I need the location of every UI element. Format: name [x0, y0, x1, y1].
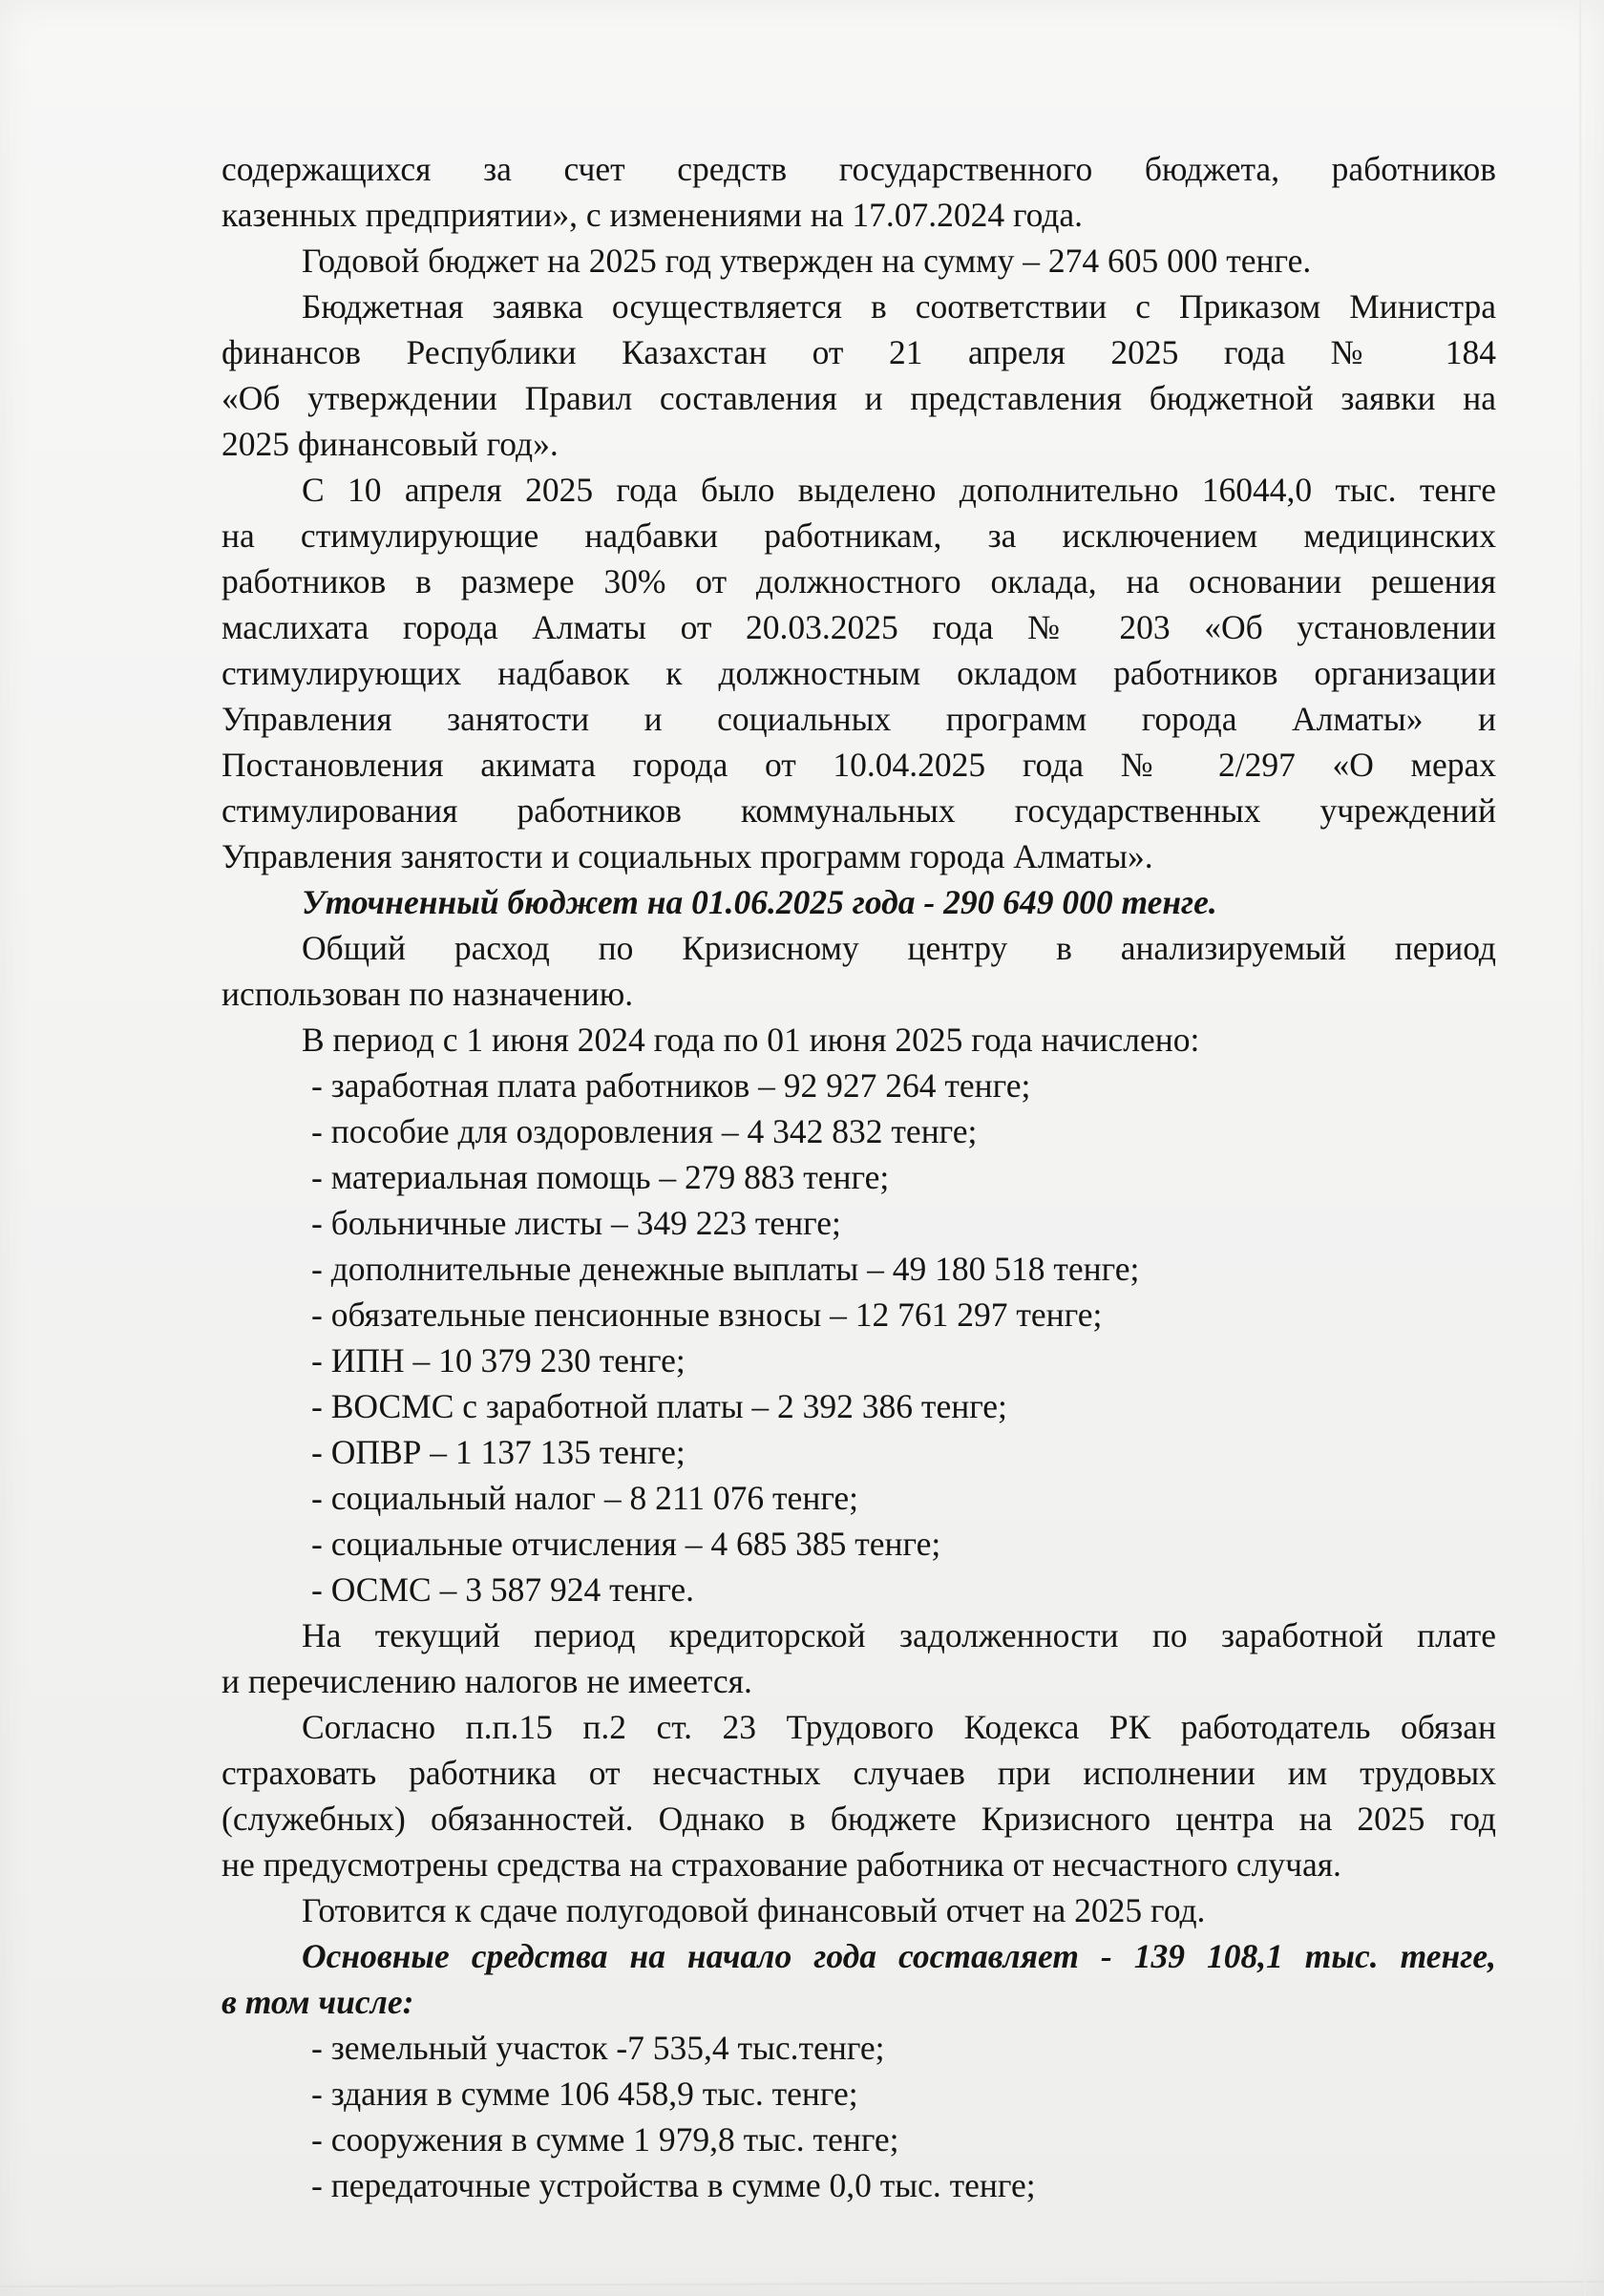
- budget-request-line-3: «Об утверждении Правил составления и представления бюджетной заявки на: [222, 379, 1496, 417]
- additional-funding-line-1: С 10 апреля 2025 года было выделено дополнительно 16044,0 тыс. тенге: [302, 471, 1496, 509]
- labor-code-line-3: (служебных) обязанностей. Однако в бюджете Кризисного центра на 2025 год: [222, 1800, 1496, 1838]
- accrued-intro: В период с 1 июня 2024 года по 01 июня 2025 года начислено:: [302, 1021, 1200, 1059]
- intro-line-1: содержащихся за счет средств государственного бюджета, работников: [222, 150, 1496, 188]
- labor-code-line-2: страховать работника от несчастных случаев при исполнении им трудовых: [222, 1754, 1496, 1792]
- labor-code-line-1: Согласно п.п.15 п.2 ст. 23 Трудового Кодекса РК работодатель обязан: [302, 1708, 1496, 1746]
- additional-funding-line-9: Управления занятости и социальных программ города Алматы».: [222, 837, 1153, 875]
- report-prep: Готовится к сдаче полугодовой финансовый отчет на 2025 год.: [302, 1891, 1206, 1929]
- budget-request-line-4: 2025 финансовый год».: [222, 425, 559, 463]
- list-item: - ОСМС – 3 587 924 тенге.: [311, 1570, 695, 1609]
- list-item: - сооружения в сумме 1 979,8 тыс. тенге;: [311, 2120, 899, 2159]
- annual-budget: Годовой бюджет на 2025 год утвержден на сумму – 274 605 000 тенге.: [302, 242, 1312, 280]
- list-item: - ИПН – 10 379 230 тенге;: [311, 1341, 686, 1380]
- additional-funding-line-3: работников в размере 30% от должностного оклада, на основании решения: [222, 562, 1496, 600]
- document-body: [222, 146, 1496, 2208]
- additional-funding-line-4: маслихата города Алматы от 20.03.2025 года № 203 «Об установлении: [222, 608, 1496, 646]
- fixed-assets-line-1: Основные средства на начало года составляет - 139 108,1 тыс. тенге,: [302, 1937, 1496, 1975]
- list-item: - больничные листы – 349 223 тенге;: [311, 1204, 841, 1242]
- labor-code-line-4: не предусмотрены средства на страхование работника от несчастного случая.: [222, 1845, 1341, 1884]
- list-item: - земельный участок -7 535,4 тыс.тенге;: [311, 2029, 885, 2067]
- list-item: - материальная помощь – 279 883 тенге;: [311, 1158, 890, 1196]
- additional-funding-line-8: стимулирования работников коммунальных государственных учреждений: [222, 791, 1496, 830]
- list-item: - передаточные устройства в сумме 0,0 тыс. тенге;: [311, 2166, 1036, 2204]
- list-item: - обязательные пенсионные взносы – 12 761 297 тенге;: [311, 1295, 1103, 1334]
- additional-funding-line-7: Постановления акимата города от 10.04.2025 года № 2/297 «О мерах: [222, 746, 1496, 784]
- no-debt-line-2: и перечислению налогов не имеется.: [222, 1662, 752, 1700]
- total-expense-line-1: Общий расход по Кризисному центру в анализируемый период: [302, 929, 1496, 967]
- budget-request-line-1: Бюджетная заявка осуществляется в соответствии с Приказом Министра: [302, 287, 1496, 326]
- additional-funding-line-2: на стимулирующие надбавки работникам, за исключением медицинских: [222, 516, 1496, 555]
- accrued-list: [222, 1063, 1496, 1612]
- refined-budget: Уточненный бюджет на 01.06.2025 года - 290 649 000 тенге.: [302, 883, 1217, 921]
- list-item: - пособие для оздоровления – 4 342 832 тенге;: [311, 1112, 978, 1150]
- additional-funding-line-5: стимулирующих надбавок к должностным окладом работников организации: [222, 654, 1496, 692]
- list-item: - здания в сумме 106 458,9 тыс. тенге;: [311, 2075, 858, 2113]
- no-debt-line-1: На текущий период кредиторской задолженности по заработной плате: [302, 1616, 1496, 1654]
- list-item: - ВОСМС с заработной платы – 2 392 386 тенге;: [311, 1387, 1007, 1425]
- budget-request-line-2: финансов Республики Казахстан от 21 апреля 2025 года № 184: [222, 333, 1496, 371]
- total-expense-line-2: использован по назначению.: [222, 975, 634, 1013]
- assets-list: [222, 2025, 1496, 2208]
- list-item: - дополнительные денежные выплаты – 49 180 518 тенге;: [311, 1250, 1140, 1288]
- list-item: - заработная плата работников – 92 927 264 тенге;: [311, 1066, 1031, 1105]
- list-item: - социальные отчисления – 4 685 385 тенге;: [311, 1525, 941, 1563]
- fixed-assets-line-2: в том числе:: [222, 1983, 414, 2021]
- list-item: - социальный налог – 8 211 076 тенге;: [311, 1479, 859, 1517]
- list-item: - ОПВР – 1 137 135 тенге;: [311, 1433, 686, 1471]
- additional-funding-line-6: Управления занятости и социальных программ города Алматы» и: [222, 700, 1496, 738]
- intro-line-2: казенных предприятии», с изменениями на 17.07.2024 года.: [222, 196, 1084, 234]
